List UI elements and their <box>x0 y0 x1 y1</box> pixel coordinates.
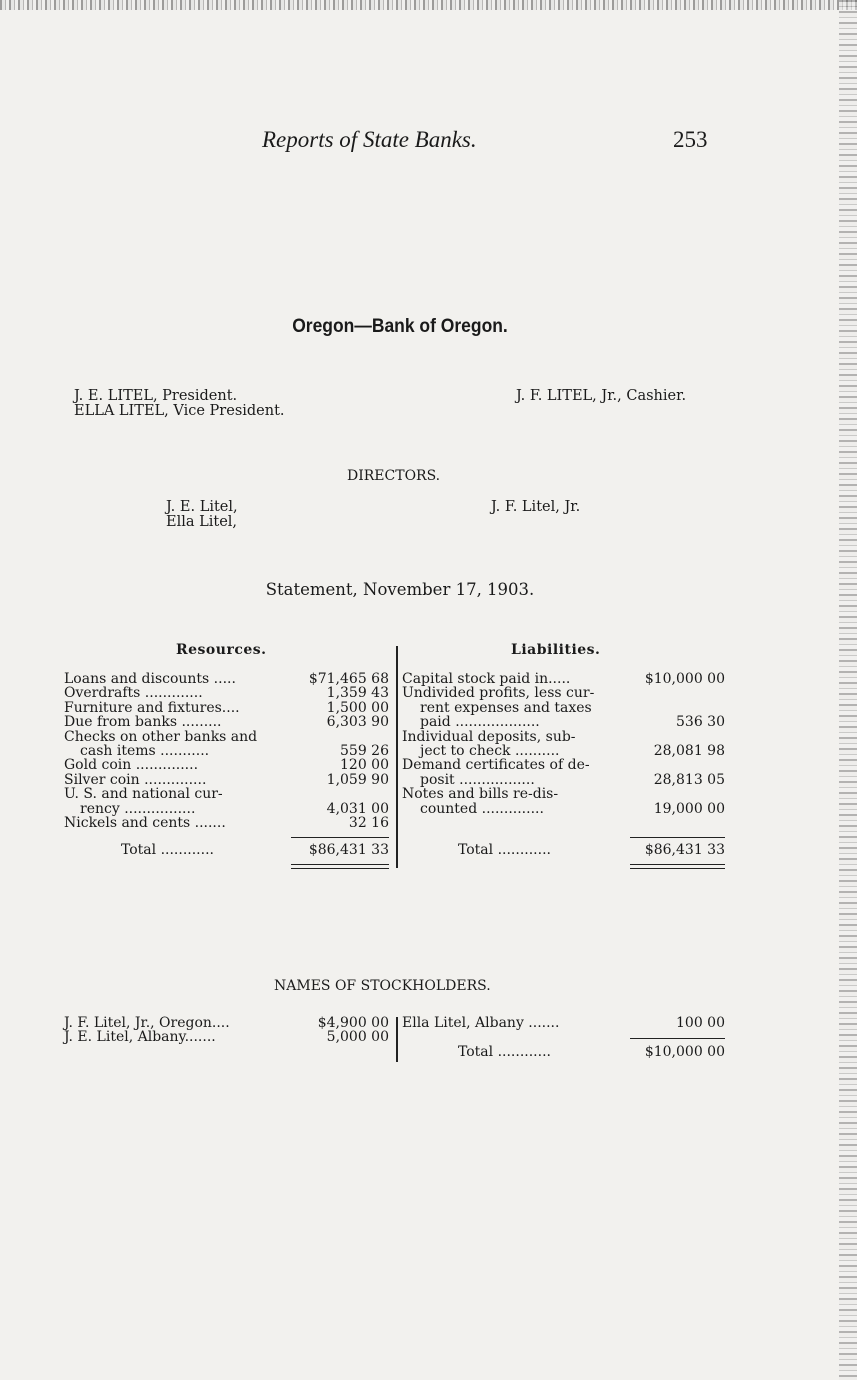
statement-item-amount: 19,000 00 <box>653 800 725 817</box>
page-edge-right <box>839 0 857 1380</box>
stockholder-name: J. F. Litel, Jr., Oregon.... <box>64 1015 230 1031</box>
stockholders-heading: NAMES OF STOCKHOLDERS. <box>274 978 491 994</box>
page-edge-top <box>0 0 857 10</box>
double-rule <box>630 864 725 865</box>
statement-item-label: Furniture and fixtures.... <box>64 699 240 716</box>
statement-item-label: Due from banks ......... <box>64 714 222 731</box>
bank-title: Oregon—Bank of Oregon. <box>292 316 508 337</box>
statement-item-label: cash items ........... <box>80 743 210 759</box>
statement-item-label: rent expenses and taxes <box>420 699 592 716</box>
statement-item-label: rency ................ <box>80 800 196 817</box>
statement-item-label: Overdrafts ............. <box>64 685 203 702</box>
resources-total-amount: $86,431 33 <box>308 842 389 858</box>
stockholders-total-amount: $10,000 00 <box>644 1044 725 1060</box>
liabilities-total-amount: $86,431 33 <box>644 842 725 858</box>
statement-item-label: U. S. and national cur- <box>64 786 223 803</box>
statement-item-amount: 559 26 <box>340 743 389 759</box>
total-rule <box>630 1038 725 1039</box>
statement-item-amount: 536 30 <box>676 714 725 731</box>
resources-total-label: Total ............ <box>121 842 214 858</box>
stockholder-amount: 5,000 00 <box>326 1029 389 1045</box>
double-rule <box>291 868 389 869</box>
page-number: 253 <box>673 127 708 152</box>
column-divider <box>396 646 398 868</box>
resources-heading: Resources. <box>176 642 267 658</box>
statement-item-amount: $71,465 68 <box>308 671 389 687</box>
total-rule <box>291 837 389 838</box>
stockholders-total-label: Total ............ <box>458 1044 551 1060</box>
statement-item-label: Undivided profits, less cur- <box>402 685 595 702</box>
statement-item-label: Loans and discounts ..... <box>64 671 236 687</box>
director-name: J. F. Litel, Jr. <box>491 499 581 515</box>
statement-item-amount: 6,303 90 <box>326 714 389 731</box>
stockholder-name: Ella Litel, Albany ....... <box>402 1015 560 1031</box>
statement-item-label: Checks on other banks and <box>64 728 258 745</box>
statement-item-label: Individual deposits, sub- <box>402 728 576 745</box>
statement-item-amount: 1,359 43 <box>326 685 389 702</box>
officer-president: J. E. LITEL, President. <box>74 388 238 404</box>
stockholder-amount: 100 00 <box>676 1015 725 1031</box>
statement-item-label: paid ................... <box>420 714 540 731</box>
running-title: Reports of State Banks. <box>262 127 477 152</box>
statement-item-label: counted .............. <box>420 800 544 817</box>
statement-item-label: posit ................. <box>420 771 535 788</box>
stockholder-amount: $4,900 00 <box>317 1015 389 1031</box>
statement-item-label: Silver coin .............. <box>64 771 207 788</box>
statement-item-amount: $10,000 00 <box>644 671 725 687</box>
statement-item-amount: 28,813 05 <box>653 771 725 788</box>
statement-item-label: Nickels and cents ....... <box>64 815 226 831</box>
director-name: Ella Litel, <box>166 514 238 530</box>
liabilities-heading: Liabilities. <box>511 642 601 658</box>
column-divider <box>396 1017 398 1062</box>
director-name: J. E. Litel, <box>166 499 238 515</box>
officer-cashier: J. F. LITEL, Jr., Cashier. <box>516 388 687 404</box>
statement-item-amount: 1,500 00 <box>326 699 389 716</box>
liabilities-total-label: Total ............ <box>458 842 551 858</box>
double-rule <box>630 868 725 869</box>
statement-item-amount: 1,059 90 <box>326 771 389 788</box>
statement-item-amount: 28,081 98 <box>653 743 725 759</box>
statement-item-label: Demand certificates of de- <box>402 757 590 774</box>
statement-item-label: ject to check .......... <box>420 743 560 759</box>
statement-item-amount: 120 00 <box>340 757 389 774</box>
total-rule <box>630 837 725 838</box>
stockholder-name: J. E. Litel, Albany....... <box>64 1029 216 1045</box>
statement-title: Statement, November 17, 1903. <box>265 580 535 599</box>
statement-item-amount: 4,031 00 <box>326 800 389 817</box>
directors-heading: DIRECTORS. <box>347 468 441 484</box>
statement-item-label: Notes and bills re-dis- <box>402 786 559 803</box>
statement-item-label: Gold coin .............. <box>64 757 199 774</box>
statement-item-label: Capital stock paid in..... <box>402 671 571 687</box>
statement-item-amount: 32 16 <box>348 815 389 831</box>
officer-vice-president: ELLA LITEL, Vice President. <box>74 403 285 419</box>
double-rule <box>291 864 389 865</box>
